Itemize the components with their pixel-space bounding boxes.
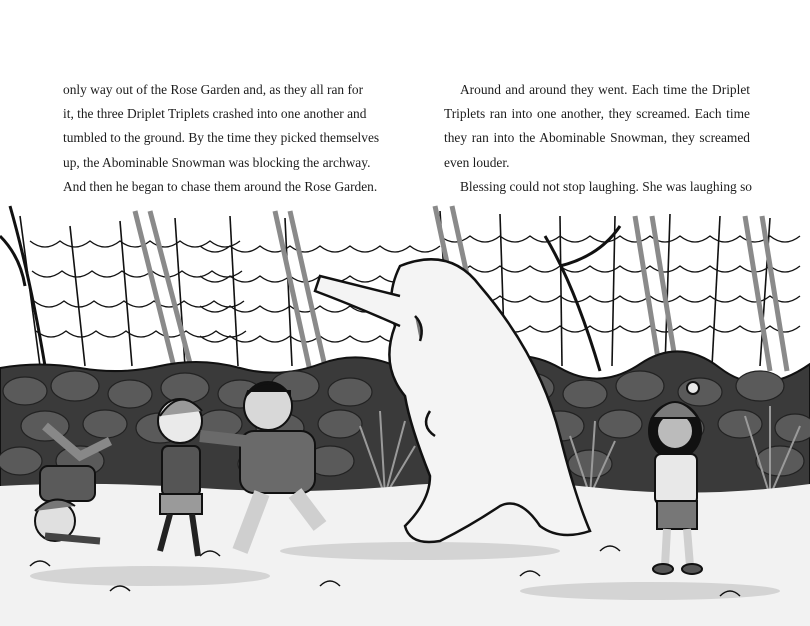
- chase-illustration: [0, 196, 810, 626]
- text-line: tumbled to the ground. By the time they picked themselves: [63, 130, 380, 146]
- text-line: Blessing could not stop laughing. She was laughing so: [460, 178, 752, 194]
- text-line: up, the Abominable Snowman was blocking the archway.: [63, 154, 371, 170]
- text-line: And then he began to chase them around the Rose Garden.: [63, 178, 378, 194]
- text-line: they ran into the Abominable Snowman, they screamed: [444, 130, 750, 146]
- text-line: it, the three Driplet Triplets crashed into one another and: [63, 106, 367, 122]
- text-line: only way out of the Rose Garden and, as they all ran for: [63, 82, 364, 97]
- text-line: even louder.: [444, 154, 510, 170]
- left-page-text: [63, 78, 380, 199]
- text-line: Around and around they went. Each time the Driplet: [460, 82, 750, 97]
- text-line: Triplets ran into one another, they screamed. Each time: [444, 106, 750, 122]
- right-page-text: [444, 78, 750, 199]
